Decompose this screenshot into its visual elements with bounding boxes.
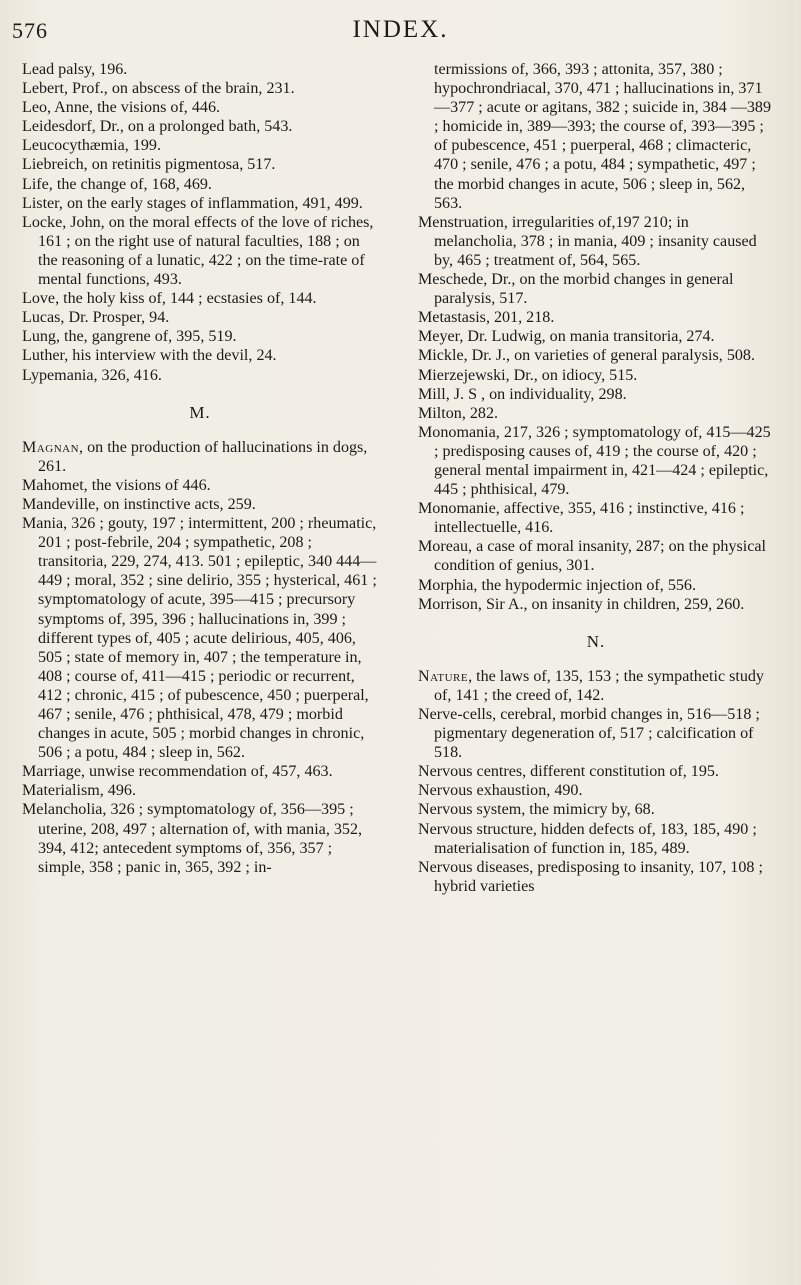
entry-text: Nerve-cells, cerebral, morbid changes in, 516—518 ; pigmentary degeneration of, 517 ; calcification of 518. [418,706,760,762]
entry-text: Nervous exhaustion, 490. [418,782,583,800]
entry-text: Leucocythæmia, 199. [22,137,161,155]
entry-text: Life, the change of, 168, 469. [22,175,212,193]
entry-text: Moreau, a case of moral insanity, 287; on the physical condition of genius, 301. [418,538,767,575]
entry-text: Nervous centres, different constitution of, 195. [418,763,719,781]
index-entry [418,213,774,270]
index-entry [418,762,774,781]
entry-text: Mill, J. S , on individuality, 298. [418,385,627,403]
entry-text: Meyer, Dr. Ludwig, on mania transitoria, 274. [418,328,715,346]
entry-text: Meschede, Dr., on the morbid changes in general paralysis, 517. [418,271,734,308]
entry-text: Morrison, Sir A., on insanity in children, 259, 260. [418,595,745,613]
index-entry [22,155,378,174]
entry-text: Marriage, unwise recommendation of, 457, 463. [22,763,333,781]
index-entry [22,514,378,762]
entry-text: Mahomet, the visions of 446. [22,476,211,494]
index-entry [418,423,774,499]
index-entry [22,289,378,308]
entry-text: Lung, the, gangrene of, 395, 519. [22,328,237,346]
index-entry [22,213,378,289]
index-entry [22,194,378,213]
index-entry [22,117,378,136]
page-header [0,14,801,48]
index-entry [418,327,774,346]
entry-text: Locke, John, on the moral effects of the love of riches, 161 ; on the right use of natural faculties, 188 ; on the reasoning of a lunatic, 422 ; on the time-rate of mental functions, 493. [22,213,374,289]
page-title: INDEX. [352,16,449,43]
entry-text: , on the production of hallucinations in dogs, 261. [38,438,368,475]
entry-text: Lister, on the early stages of inflammation, 491, 499. [22,194,363,212]
entry-heading: Magnan [22,438,80,456]
entry-text: Liebreich, on retinitis pigmentosa, 517. [22,156,276,174]
index-entry [22,366,378,385]
index-entry [418,781,774,800]
entry-text: Lucas, Dr. Prosper, 94. [22,309,170,327]
index-entry [22,346,378,365]
index-entry [418,308,774,327]
entry-text: Metastasis, 201, 218. [418,309,555,327]
index-entry [418,270,774,308]
entry-text: Luther, his interview with the devil, 24. [22,347,277,365]
index-entry [22,98,378,117]
entry-text: Milton, 282. [418,404,499,422]
section-letter: N. [586,631,606,651]
index-entry [22,175,378,194]
entry-text: , the laws of, 135, 153 ; the sympathetic study of, 141 ; the creed of, 142. [434,667,764,704]
index-entry [418,705,774,762]
index-entry [22,476,378,495]
entry-text: Leidesdorf, Dr., on a prolonged bath, 543. [22,118,293,136]
entry-text: Nervous system, the mimicry by, 68. [418,801,655,819]
index-column-left [22,60,378,877]
entry-heading: Nature [418,667,469,685]
index-entry [418,595,774,614]
entry-text: termissions of, 366, 393 ; attonita, 357, 380 ; hypochrondriacal, 370, 471 ; hallucinations in, 371—377 ; acute or agitans, 382 ; suicide in, 384 —389 ; homicide in, 389—393; the course of, 393—395 ; of pubescence, 451 ; puerperal, 468 ; climacteric, 470 ; senile, 476 ; a potu, 484 ; sympathetic, 497 ; the morbid changes in acute, 506 ; sleep in, 562, 563. [434,61,772,212]
entry-text: Leo, Anne, the visions of, 446. [22,99,221,117]
entry-text: Monomania, 217, 326 ; symptomatology of, 415—425 ; predisposing causes of, 419 ; the course of, 420 ; general mental impairment in, 421—424 ; epileptic, 445 ; phthisical, 479. [418,423,771,499]
index-entry [418,667,774,705]
entry-text: Nervous structure, hidden defects of, 183, 185, 490 ; materialisation of function in, 185, 489. [418,820,757,857]
index-entry [22,781,378,800]
index-entry [22,495,378,514]
entry-text: Nervous diseases, predisposing to insanity, 107, 108 ; hybrid varieties [418,858,763,895]
index-entry [418,366,774,385]
index-entry [418,385,774,404]
index-entry [418,858,774,896]
entry-text: Melancholia, 326 ; symptomatology of, 356—395 ; uterine, 208, 497 ; alternation of, with mania, 352, 394, 412; antecedent symptoms of, 356, 357 ; simple, 358 ; panic in, 365, 392 ; in- [22,801,363,876]
index-entry [22,762,378,781]
entry-text: Mania, 326 ; gouty, 197 ; intermittent, 200 ; rheumatic, 201 ; post-febrile, 204 ; sympathetic, 208 ; transitoria, 229, 274, 413. 501 ; epileptic, 340 444—449 ; moral, 352 ; sine delirio, 355 ; hysterical, 461 ; symptomatology of acute, 395—415 ; precursory symptoms of, 395, 396 ; hallucinations in, 399 ; different types of, 405 ; acute delirious, 405, 406, 505 ; state of memory in, 407 ; the temperature in, 408 ; course of, 411—415 ; periodic or recurrent, 412 ; chronic, 415 ; of pubescence, 450 ; puerperal, 467 ; senile, 476 ; phthisical, 478, 479 ; morbid changes in acute, 505 ; morbid changes in chronic, 506 ; a potu, 484 ; sleep in, 562. [22,515,377,762]
index-entry [22,438,378,476]
section-letter: M. [189,402,211,422]
entry-text: Mierzejewski, Dr., on idiocy, 515. [418,366,638,384]
entry-text: Love, the holy kiss of, 144 ; ecstasies of, 144. [22,290,317,308]
entry-text: Materialism, 496. [22,782,136,800]
entry-text: Lebert, Prof., on abscess of the brain, 231. [22,80,295,98]
entry-text: Mickle, Dr. J., on varieties of general paralysis, 508. [418,347,755,365]
index-entry [418,576,774,595]
index-column-right [418,60,774,896]
index-entry-continuation [418,60,774,213]
entry-text: Morphia, the hypodermic injection of, 556. [418,576,697,594]
entry-text: Mandeville, on instinctive acts, 259. [22,495,256,513]
index-entry [22,308,378,327]
index-entry [22,136,378,155]
entry-text: Lypemania, 326, 416. [22,366,162,384]
index-entry [22,327,378,346]
index-entry [22,60,378,79]
entry-text: Monomanie, affective, 355, 416 ; instinctive, 416 ; intellectuelle, 416. [418,500,745,537]
index-entry [22,800,378,876]
index-entry [418,499,774,537]
index-entry [418,537,774,575]
entry-text: Menstruation, irregularities of,197 210; in melancholia, 378 ; in mania, 409 ; insanity caused by, 465 ; treatment of, 564, 565. [418,213,757,269]
index-entry [418,404,774,423]
entry-text: Lead palsy, 196. [22,61,128,78]
page-number: 576 [12,18,48,43]
index-entry [418,346,774,365]
index-entry [22,79,378,98]
index-entry [418,800,774,819]
index-entry [418,820,774,858]
